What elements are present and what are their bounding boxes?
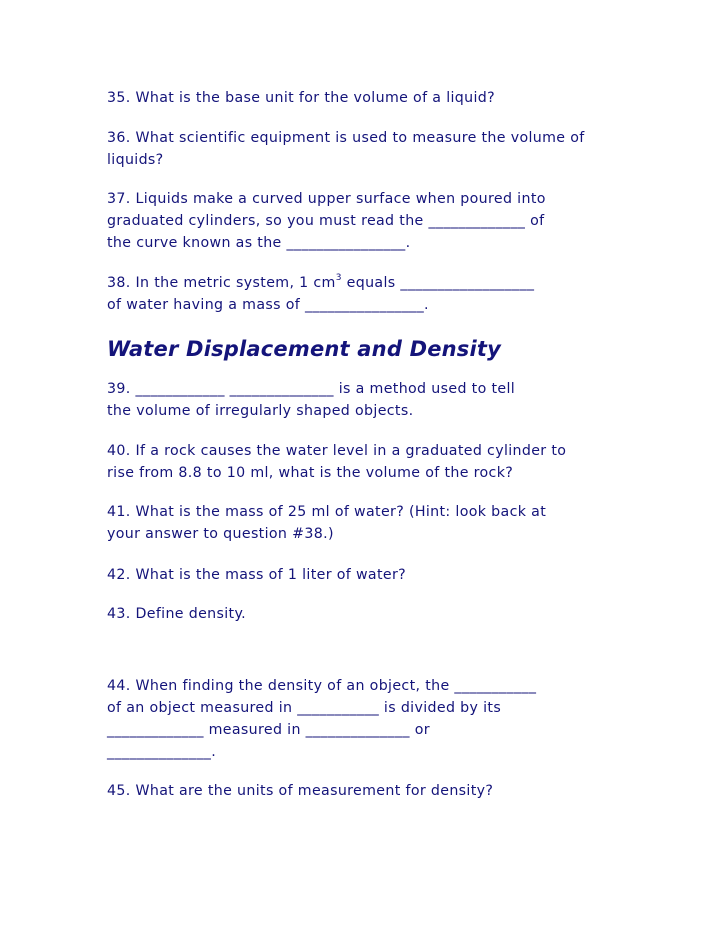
question-38-line-2: of water having a mass of ________________.: [107, 297, 429, 313]
question-37: [107, 188, 627, 254]
question-44-line-3: _____________ measured in ______________ or: [107, 722, 430, 738]
question-44-line-2: of an object measured in ___________ is divided by its: [107, 700, 502, 716]
question-37-line-1: 37. Liquids make a curved upper surface when poured into: [107, 191, 546, 207]
question-45: [107, 780, 627, 802]
question-44-line-4: ______________.: [107, 744, 217, 760]
question-39: [107, 378, 627, 422]
question-40-line-2: rise from 8.8 to 10 ml, what is the volume of the rock?: [107, 465, 514, 481]
question-40-line-1: 40. If a rock causes the water level in a graduated cylinder to: [107, 443, 567, 459]
question-41-line-1: 41. What is the mass of 25 ml of water? (Hint: look back at: [107, 504, 547, 520]
question-44: [107, 675, 627, 763]
question-36: [107, 127, 627, 171]
question-35: [107, 87, 627, 109]
question-40: [107, 440, 627, 484]
question-45-line-1: 45. What are the units of measurement for density?: [107, 783, 494, 799]
question-38: [107, 272, 627, 316]
section-heading: Water Displacement and Density: [107, 337, 502, 361]
question-37-line-3: the curve known as the ________________.: [107, 235, 411, 251]
question-36-line-1: 36. What scientific equipment is used to measure the volume of: [107, 130, 585, 146]
question-42: [107, 564, 627, 586]
question-37-line-2: graduated cylinders, so you must read the _____________ of: [107, 213, 545, 229]
question-36-line-2: liquids?: [107, 152, 164, 168]
question-43-line-1: 43. Define density.: [107, 606, 247, 622]
question-43: [107, 603, 627, 625]
question-41: [107, 501, 627, 545]
question-44-line-1: 44. When finding the density of an object, the ___________: [107, 678, 537, 694]
question-41-line-2: your answer to question #38.): [107, 526, 334, 542]
question-35-line-1: 35. What is the base unit for the volume of a liquid?: [107, 90, 495, 106]
cubic-exponent: 3: [335, 273, 342, 283]
question-38-line-1: [107, 272, 627, 294]
question-38-text-a: 38. In the metric system, 1 cm: [107, 275, 336, 291]
question-39-line-1: 39. ____________ ______________ is a method used to tell: [107, 381, 516, 397]
question-39-line-2: the volume of irregularly shaped objects.: [107, 403, 414, 419]
question-38-text-b: equals __________________: [341, 275, 535, 291]
question-42-line-1: 42. What is the mass of 1 liter of water?: [107, 567, 407, 583]
